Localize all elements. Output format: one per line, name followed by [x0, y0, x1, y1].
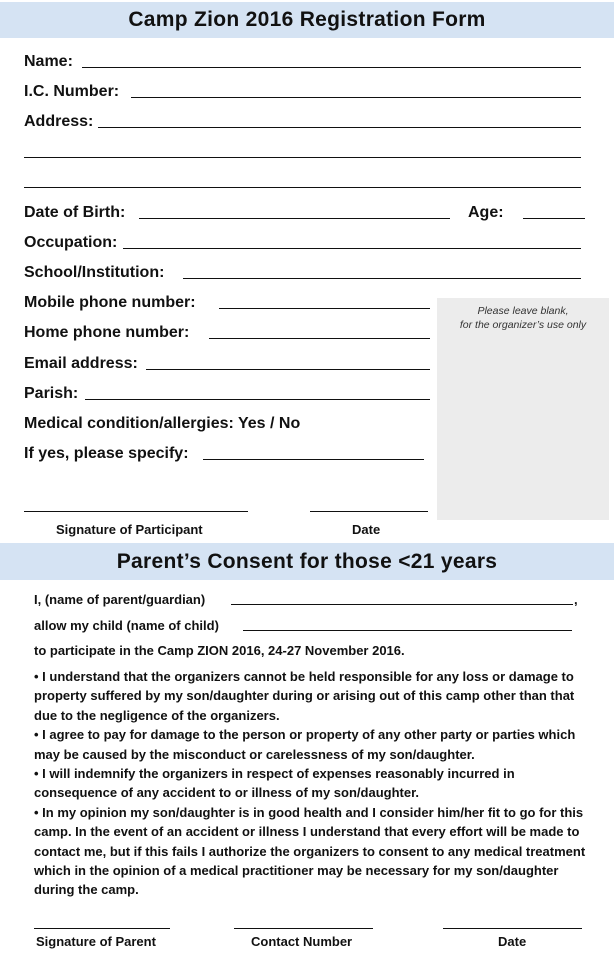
name-line[interactable]: [82, 67, 581, 68]
form-title: Camp Zion 2016 Registration Form: [0, 2, 614, 38]
specify-label: If yes, please specify:: [24, 445, 189, 462]
consent-date-label: Date: [498, 934, 527, 949]
parent-signature-line[interactable]: [34, 928, 170, 929]
home-phone-line[interactable]: [209, 338, 430, 339]
home-phone-label: Home phone number:: [24, 324, 190, 341]
organizer-use-box: [437, 298, 609, 520]
parish-line[interactable]: [85, 399, 430, 400]
consent-bullet-3: • I will indemnify the organizers in respect of expenses reasonably incurred in consequence of any accident to or illness of my son/daughter.: [34, 766, 515, 801]
contact-number-label: Contact Number: [251, 934, 353, 949]
organizer-note-line-1: Please leave blank,: [477, 305, 569, 317]
name-label: Name:: [24, 53, 73, 70]
address-label: Address:: [24, 113, 94, 130]
ic-number-line[interactable]: [131, 97, 581, 98]
ic-number-label: I.C. Number:: [24, 83, 120, 100]
participant-date-label: Date: [352, 522, 381, 537]
school-label: School/Institution:: [24, 264, 165, 281]
dob-label: Date of Birth:: [24, 204, 126, 221]
organizer-note-line-2: for the organizer’s use only: [459, 319, 587, 331]
consent-date-line[interactable]: [443, 928, 582, 929]
participate-statement: to participate in the Camp ZION 2016, 24-27 November 2016.: [34, 643, 405, 658]
participant-signature-label: Signature of Participant: [56, 522, 203, 537]
specify-line[interactable]: [203, 459, 424, 460]
consent-title: Parent’s Consent for those <21 years: [0, 543, 614, 580]
consent-bullet-2: • I agree to pay for damage to the person or property of any other party or parties which may be caused by the misconduct or carelessness of my son/daughter.: [34, 727, 576, 762]
consent-bullet-4: • In my opinion my son/daughter is in good health and I consider him/her fit to go for this camp. In the event of an accident or illness I understand that every effort will be made to contact me, but if this fails I authorize the organizers to consent to any medical treatment which in the opinion of a medical practitioner may be necessary for my son/daughter during the camp.: [34, 804, 586, 898]
address-line-1[interactable]: [98, 127, 581, 128]
dob-line[interactable]: [139, 218, 450, 219]
age-label: Age:: [468, 204, 504, 221]
mobile-line[interactable]: [219, 308, 430, 309]
occupation-line[interactable]: [123, 248, 581, 249]
email-line[interactable]: [146, 369, 430, 370]
school-line[interactable]: [183, 278, 581, 279]
parish-label: Parish:: [24, 385, 79, 402]
parent-name-line[interactable]: [231, 604, 573, 605]
child-name-line[interactable]: [243, 630, 572, 631]
mobile-label: Mobile phone number:: [24, 294, 196, 311]
occupation-label: Occupation:: [24, 234, 118, 251]
parent-signature-label: Signature of Parent: [36, 934, 156, 949]
parent-name-label: I, (name of parent/guardian): [34, 592, 206, 607]
medical-condition-label: Medical condition/allergies: Yes / No: [24, 415, 301, 432]
contact-number-line[interactable]: [234, 928, 373, 929]
age-line[interactable]: [523, 218, 585, 219]
consent-terms: [34, 667, 594, 900]
parent-name-comma: ,: [574, 592, 578, 607]
email-label: Email address:: [24, 355, 138, 372]
participant-date-line[interactable]: [310, 511, 428, 512]
child-name-label: allow my child (name of child): [34, 618, 219, 633]
participant-signature-line[interactable]: [24, 511, 248, 512]
address-line-2[interactable]: [24, 157, 581, 158]
address-line-3[interactable]: [24, 187, 581, 188]
consent-bullet-1: • I understand that the organizers cannot be held responsible for any loss or damage to property suffered by my son/daughter during or arising out of this camp other than that due to the negligence of the organizers.: [34, 669, 575, 723]
